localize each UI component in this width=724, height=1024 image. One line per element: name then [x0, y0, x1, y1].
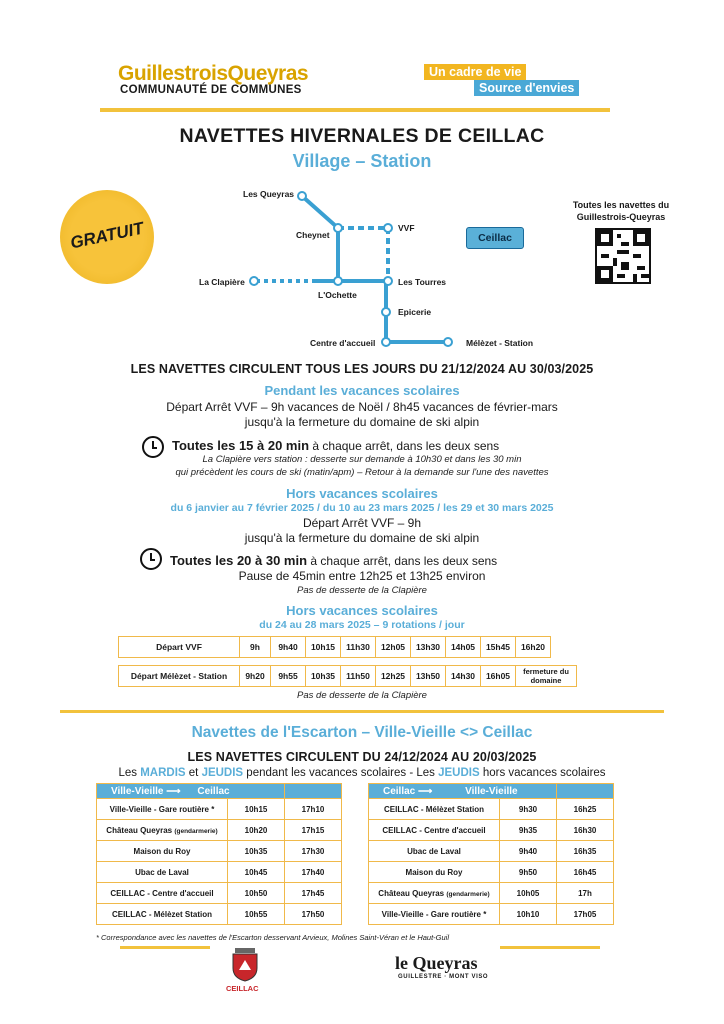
destination-badge: Ceillac: [466, 227, 524, 249]
ceillac-label: CEILLAC: [226, 984, 259, 993]
stop-dot-centre: [382, 338, 390, 346]
vvf-loop-dashed: [338, 228, 388, 281]
days-jeudis: JEUDIS: [201, 767, 244, 779]
table-row: [369, 883, 614, 904]
header-from: Ceillac: [383, 785, 416, 797]
vac-title: Pendant les vacances scolaires: [264, 383, 460, 398]
vac-note-1: La Clapière vers station : desserte sur demande à 10h30 et dans les 30 min: [202, 454, 522, 465]
depart-melezet-table: [118, 665, 577, 687]
stop-cell: [97, 820, 228, 841]
stop-cell: [97, 904, 228, 925]
table-row: [369, 904, 614, 925]
time-cell: 14h30: [446, 666, 481, 687]
table-header: [97, 784, 342, 799]
escarton-table-return: [368, 783, 614, 925]
time-cell: 16h30: [557, 820, 614, 841]
hors-pause: Pause de 45min entre 12h25 et 13h25 environ: [238, 569, 486, 583]
time-cell: 10h15: [228, 799, 285, 820]
arrow-right-icon: ⟶: [166, 785, 181, 797]
stop-cell: [97, 799, 228, 820]
stop-name: CEILLAC - Centre d'accueil: [110, 888, 214, 898]
hors2-title: Hors vacances scolaires: [286, 603, 438, 618]
stop-dot-queyras: [298, 192, 306, 200]
time-cell: 12h25: [376, 666, 411, 687]
table-header: [369, 784, 614, 799]
row-label: Départ VVF: [119, 637, 240, 658]
stop-label-clapiere: La Clapière: [199, 277, 245, 287]
stop-name: CEILLAC - Mélèzet Station: [383, 804, 484, 814]
time-cell: 16h25: [557, 799, 614, 820]
slogan-line-1: Un cadre de vie: [424, 64, 526, 80]
hors-title: Hors vacances scolaires: [286, 486, 438, 501]
ceillac-crest-icon: [231, 948, 259, 982]
escarton-table-outbound: [96, 783, 342, 925]
escarton-days: [0, 766, 724, 781]
header-direction: [97, 784, 285, 799]
stop-label-tourres: Les Tourres: [398, 277, 447, 287]
table-row: [97, 862, 342, 883]
logo-guillestrois-queyras: [118, 62, 308, 86]
time-cell: 13h30: [411, 637, 446, 658]
stop-name: Château Queyras: [378, 888, 447, 898]
stop-cell: [369, 883, 500, 904]
stop-cell: [369, 904, 500, 925]
stop-label-centre: Centre d'accueil: [310, 338, 376, 348]
time-cell: 17h40: [285, 862, 342, 883]
stop-name: Ubac de Laval: [407, 846, 461, 856]
stop-cell: [97, 862, 228, 883]
time-cell: 17h10: [285, 799, 342, 820]
time-cell: 10h35: [306, 666, 341, 687]
section-divider: [60, 710, 664, 713]
time-cell: 17h15: [285, 820, 342, 841]
stop-cell: [97, 883, 228, 904]
stop-name: Ville-Vieille - Gare routière *: [381, 909, 487, 919]
hors-dates: du 6 janvier au 7 février 2025 / du 10 au 23 mars 2025 / les 29 et 30 mars 2025: [170, 502, 554, 514]
qr-caption-1: Toutes les navettes du: [572, 200, 670, 210]
escarton-period: LES NAVETTES CIRCULENT DU 24/12/2024 AU 20/03/2025: [187, 750, 537, 764]
stop-name: Château Queyras: [106, 825, 175, 835]
time-cell: 10h10: [500, 904, 557, 925]
header-divider: [100, 108, 610, 112]
main-route-line: [302, 196, 448, 342]
time-cell: 11h50: [341, 666, 376, 687]
table-row: [369, 862, 614, 883]
time-cell: 9h55: [271, 666, 306, 687]
vac-line-1: Départ Arrêt VVF – 9h vacances de Noël / 8h45 vacances de février-mars: [166, 400, 558, 414]
arrow-right-icon: ⟶: [418, 785, 433, 797]
time-cell: 9h20: [240, 666, 271, 687]
stop-cell: [97, 841, 228, 862]
stop-cell: [369, 799, 500, 820]
stop-dot-cheynet: [334, 224, 342, 232]
footer-rule-right: [500, 946, 600, 949]
time-cell: 16h20: [516, 637, 551, 658]
time-cell: 17h50: [285, 904, 342, 925]
time-cell: 9h40: [500, 841, 557, 862]
stop-dot-vvf: [384, 224, 392, 232]
stop-dot-clapiere: [250, 277, 258, 285]
time-cell: 11h30: [341, 637, 376, 658]
days-text-4: hors vacances scolaires: [479, 767, 606, 779]
qr-code-icon[interactable]: [595, 228, 651, 284]
table-row: [369, 799, 614, 820]
hors2-dates: du 24 au 28 mars 2025 – 9 rotations / jour: [259, 619, 465, 631]
table-row: [97, 883, 342, 904]
stop-name: Maison du Roy: [133, 846, 191, 856]
page-title: NAVETTES HIVERNALES DE CEILLAC: [179, 125, 545, 147]
time-cell: 15h45: [481, 637, 516, 658]
stop-label-epicerie: Epicerie: [398, 307, 432, 317]
header-from: Ville-Vieille: [111, 785, 164, 797]
hors-freq-bold: Toutes les 20 à 30 min: [170, 553, 308, 568]
time-cell: 9h35: [500, 820, 557, 841]
time-cell: 13h50: [411, 666, 446, 687]
time-cell: 10h20: [228, 820, 285, 841]
stop-label-queyras: Les Queyras: [243, 189, 295, 199]
stop-label-ochette: L'Ochette: [318, 290, 357, 300]
stop-sub: (gendarmerie): [174, 827, 218, 835]
header-to: Ceillac: [197, 785, 230, 797]
table-row: [369, 841, 614, 862]
table-row: [97, 904, 342, 925]
stop-label-melezet: Mélèzet - Station: [466, 338, 534, 348]
hors-frequency: [170, 553, 497, 569]
stop-name: Maison du Roy: [405, 867, 463, 877]
main-period: LES NAVETTES CIRCULENT TOUS LES JOURS DU 21/12/2024 AU 30/03/2025: [130, 362, 594, 376]
time-cell: 14h05: [446, 637, 481, 658]
time-cell: 16h35: [557, 841, 614, 862]
depart-vvf-table: [118, 636, 551, 658]
days-text-3: pendant les vacances scolaires - Les: [243, 767, 439, 779]
time-cell: 12h05: [376, 637, 411, 658]
stop-label-cheynet: Cheynet: [296, 230, 330, 240]
days-text-1: Les: [118, 767, 141, 779]
header-direction: [369, 784, 557, 799]
time-cell: 10h35: [228, 841, 285, 862]
hors-note: Pas de desserte de la Clapière: [297, 585, 427, 596]
stop-name: Ville-Vieille - Gare routière *: [109, 804, 215, 814]
table-row: [97, 820, 342, 841]
time-cell: 9h50: [500, 862, 557, 883]
time-cell: fermeture du domaine: [516, 666, 577, 687]
time-cell: 17h30: [285, 841, 342, 862]
time-cell: 10h15: [306, 637, 341, 658]
days-mardis: MARDIS: [140, 767, 186, 779]
time-cell: 9h30: [500, 799, 557, 820]
days-text-2: et: [185, 767, 202, 779]
time-cell: 10h05: [500, 883, 557, 904]
time-cell: 10h55: [228, 904, 285, 925]
row-label: Départ Mélèzet - Station: [119, 666, 240, 687]
stop-dot-tourres: [384, 277, 392, 285]
vac-note-2: qui précèdent les cours de ski (matin/apm) – Retour à la demande sur l'une des navettes: [175, 467, 549, 478]
header-blank: [557, 784, 614, 799]
hors-line-2: jusqu'à la fermeture du domaine de ski alpin: [244, 531, 480, 545]
vac-line-2: jusqu'à la fermeture du domaine de ski alpin: [244, 415, 480, 429]
stop-cell: [369, 841, 500, 862]
time-cell: 10h45: [228, 862, 285, 883]
qr-caption: [556, 199, 686, 223]
table-row: [97, 841, 342, 862]
vac-freq-rest: à chaque arrêt, dans les deux sens: [309, 439, 500, 453]
queyras-sub: GUILLESTRE · MONT VISO: [398, 974, 489, 980]
stop-cell: [369, 862, 500, 883]
time-cell: 17h05: [557, 904, 614, 925]
stop-name: CEILLAC - Mélèzet Station: [111, 909, 212, 919]
time-cell: 10h50: [228, 883, 285, 904]
table-row: [97, 799, 342, 820]
stop-dot-ochette: [334, 277, 342, 285]
stop-name: Ubac de Laval: [135, 867, 189, 877]
time-cell: 17h45: [285, 883, 342, 904]
time-cell: 9h: [240, 637, 271, 658]
table-row: [119, 666, 577, 687]
slogan-line-2: Source d'envies: [474, 80, 579, 96]
qr-caption-2: Guillestrois-Queyras: [576, 212, 666, 222]
stop-sub: (gendarmerie): [446, 890, 490, 898]
logo-first: Guillestrois: [118, 62, 228, 85]
stop-dot-epicerie: [382, 308, 390, 316]
logo-subtitle: COMMUNAUTÉ DE COMMUNES: [120, 84, 302, 96]
hors-freq-rest: à chaque arrêt, dans les deux sens: [307, 554, 498, 568]
table-row: [369, 820, 614, 841]
logo-second: Queyras: [227, 62, 309, 85]
escarton-footnote: * Correspondance avec les navettes de l'Escarton desservant Arvieux, Molines Saint-Véran et le Haut-Guil: [96, 933, 449, 942]
clock-icon-2: [140, 548, 162, 570]
header-blank: [285, 784, 342, 799]
escarton-title: Navettes de l'Escarton – Ville-Vieille <> Ceillac: [191, 724, 533, 741]
time-cell: 9h40: [271, 637, 306, 658]
table-note: Pas de desserte de la Clapière: [297, 690, 427, 701]
stamp-text: GRATUIT: [68, 218, 146, 253]
stop-label-vvf: VVF: [398, 223, 415, 233]
hors-line-1: Départ Arrêt VVF – 9h: [302, 516, 422, 530]
stop-dot-melezet: [444, 338, 452, 346]
queyras-logo: le Queyras: [395, 953, 478, 973]
page-subtitle: Village – Station: [292, 151, 432, 171]
time-cell: 16h45: [557, 862, 614, 883]
stop-cell: [369, 820, 500, 841]
stop-name: CEILLAC - Centre d'accueil: [382, 825, 486, 835]
time-cell: 17h: [557, 883, 614, 904]
vac-freq-bold: Toutes les 15 à 20 min: [172, 438, 310, 453]
footer-rule-left: [120, 946, 210, 949]
table-row: [119, 637, 551, 658]
days-jeudis-2: JEUDIS: [438, 767, 480, 779]
header-to: Ville-Vieille: [465, 785, 518, 797]
vac-frequency: [172, 438, 499, 454]
time-cell: 16h05: [481, 666, 516, 687]
